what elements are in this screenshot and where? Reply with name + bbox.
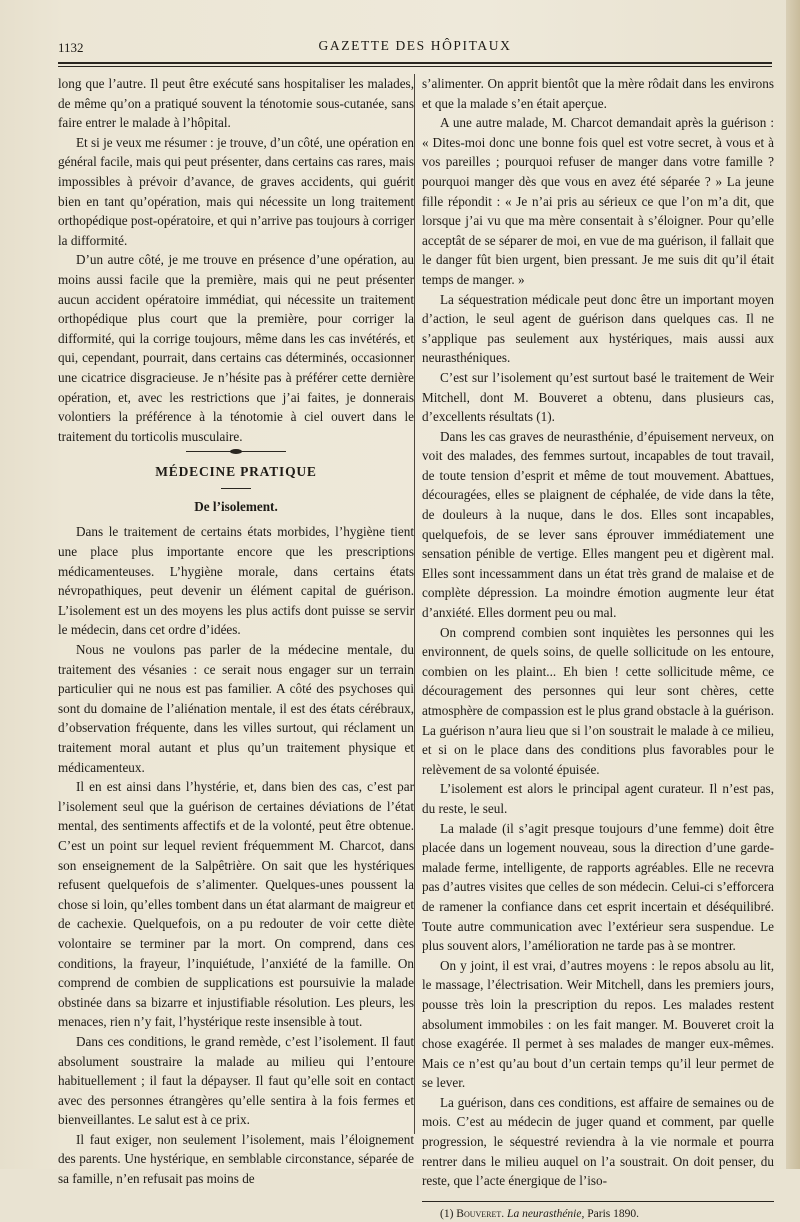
paragraph: A une autre malade, M. Charcot demandait après la guérison : « Dites-moi donc une bonne fois quel est votre secret, à vous et à vos pareilles ; pourquoi refuser de manger dans votre famille ? pourquoi manger dès que vous en avez été séparée ? » La jeune fille répondit : « Je n’ai pris au sérieux ce que l’on m’a dit, que lorsque j’ai vu que ma mère consentait à s’éloigner. Pour qu’elle acceptât de se séparer de moi, en vue de ma guérison, il fallait que le danger fût bien urgent, bien pressant. Je me suis dit qu’il était temps de manger. » — [422, 115, 774, 287]
paragraph: La guérison, dans ces conditions, est affaire de semaines ou de mois. C’est au médecin de juger quand et comment, par quelle progression, le séquestré reviendra à la vie normale et pourra rentrer dans le milieu auquel on l’a soustrait. On doit penser, du reste, que l’acte énergique de l’iso- — [422, 1094, 774, 1189]
page-number: 1132 — [58, 40, 84, 55]
paragraph: La séquestration médicale peut donc être un important moyen d’action, le seul agent de guérison dans quelques cas. Il ne s’applique pas seulement aux hystériques, mais aussi aux neurasthéniques. — [422, 291, 774, 366]
section-title: MÉDECINE PRATIQUE — [155, 464, 317, 480]
page-header — [58, 38, 772, 58]
title-rule — [221, 488, 251, 489]
footnote-rule — [422, 1201, 774, 1202]
paragraph: Il faut exiger, non seulement l’isolement, mais l’éloignement des parents. Une hystérique, en semblable circonstance, séparée de sa famille, n’en refusait pas moins de — [58, 1131, 414, 1187]
footnote-title: La neurasthénie, — [507, 1207, 585, 1220]
footnote — [422, 1206, 774, 1222]
paragraph: Dans ces conditions, le grand remède, c’est l’isolement. Il faut absolument soustraire la malade au milieu qui l’entoure habituellement ; il faut la dépayser. Il faut qu’elle soit en contact avec des personnes étrangères qu’elle sentira à la fois fermes et bienveillantes. Le salut est à ce prix. — [58, 1033, 414, 1128]
header-rule — [58, 62, 772, 64]
article-subtitle: De l’isolement. — [194, 498, 278, 514]
paragraph: D’un autre côté, je me trouve en présence d’une opération, au moins aussi facile que la première, mais qui ne peut présenter aucun accident opératoire immédiat, qui nécessite un traitement orthopédique plus court que la première, pour corriger la difformité, qui la corrige toujours, même dans les cas invétérés, et qui, cependant, pourrait, dans certains cas déterminés, occasionner une cicatrice disgracieuse. Je n’hésite pas à préférer cette dernière opération, et, avec les restrictions que j’ai faites, je donnerais volontiers la préférence à la ténotomie à ciel ouvert dans le traitement du torticolis musculaire. — [58, 252, 414, 444]
footnote-place: Paris 1890. — [587, 1207, 639, 1220]
footnote-author: Bouveret. — [456, 1207, 505, 1220]
paragraph: C’est sur l’isolement qu’est surtout basé le traitement de Weir Mitchell, dont M. Bouveret a obtenu, dans plusieurs cas, d’excellents résultats (1). — [422, 369, 774, 425]
paragraph: long que l’autre. Il peut être exécuté sans hospitaliser les malades, de même qu’on a pratiqué souvent la ténotomie sous-cutanée, sans faire entrer le malade à l’hôpital. — [58, 76, 414, 131]
section-separator — [186, 451, 286, 452]
column-divider — [414, 74, 415, 1134]
paragraph: On comprend combien sont inquiètes les personnes qui les environnent, de quels soins, de quelle sollicitude on les entoure, combien on les plaint... Eh bien ! cette sollicitude même, ce découragement des personnes qui leur sont chères, cette atmosphère de compassion est le plus grand obstacle à la guérison. La guérison n’aura lieu que si l’on soustrait le malade à ce milieu, et si on le place dans des conditions plus favorables pour le relèvement de sa volonté épuisée. — [422, 624, 774, 777]
paragraph: Dans le traitement de certains états morbides, l’hygiène tient une place plus importante encore que les prescriptions médicamenteuses. L’hygiène morale, dans certains états névropathiques, peut devenir un élément capital de guérison. L’isolement est un des moyens les plus actifs dont puisse se servir le médecin, dans cet ordre d’idées. — [58, 524, 414, 638]
header-rule-thin — [58, 66, 772, 67]
paragraph: On y joint, il est vrai, d’autres moyens : le repos absolu au lit, le massage, l’électrisation. Weir Mitchell, dans les premiers jours, pousse très loin la prescription du repos. Les malades restent absolument immobiles : on les fait manger. M. Bouveret croit la chose exagérée. Il permet à ses malades de manger eux-mêmes. Mais ce n’est qu’au bout d’un certain temps qu’il leur permet de se lever. — [422, 957, 774, 1091]
right-column — [422, 74, 774, 1222]
footnote-mark: (1) — [440, 1207, 454, 1220]
paragraph: La malade (il s’agit presque toujours d’une femme) doit être placée dans un logement nouveau, sous la direction d’une garde-malade ferme, intelligente, de rapports agréables. Elle ne recevra pas d’autres visites que celles de son médecin. Celui-ci s’efforcera de ramener la confiance dans cet esprit incertain et déséquilibré. Toute autre communication avec l’extérieur sera suspendue. Le plus souvent alors, l’amélioration ne tarde pas à se montrer. — [422, 820, 774, 954]
paragraph: Il en est ainsi dans l’hystérie, et, dans bien des cas, c’est par l’isolement seul que la guérison de certaines déviations de l’état mental, des sentiments affectifs et de la volonté, peut être obtenue. C’est un point sur lequel revient fréquemment M. Charcot, dans son enseignement de la Salpêtrière. On sait que les hystériques refusent quelquefois de s’alimenter. Quelques-unes poussent la chose si loin, qu’elles tombent dans un état alarmant de maigreur et de cachexie. Quelquefois, on a pu redouter de voir cette diète volontaire se terminer par la mort. On comprend, dans ces conditions, la frayeur, l’inquiétude, l’anxiété de la famille. On comprend de combien de supplications est poursuivie la malade obstinée dans sa bizarre et injustifiable résolution. Les pleurs, les menaces, rien n’y fait, l’hystérique reste insensible à tout. — [58, 779, 414, 1030]
paragraph: Et si je veux me résumer : je trouve, d’un côté, une opération en général facile, mais qui peut présenter, dans certains cas rares, mais impossibles à prévoir d’avance, de graves accidents, qui guérit bien en tant qu’opération, mais qui nécessite un long traitement orthopédique post-opératoire, et qui n’arrive pas toujours à corriger la difformité. — [58, 134, 415, 248]
left-column — [58, 74, 414, 1189]
paragraph: Nous ne voulons pas parler de la médecine mentale, du traitement des vésanies : ce serait nous engager sur un terrain particulier qui ne nous est pas familier. A côté des psychoses qui sont du domaine de l’aliénation mentale, il est des états cérébraux, d’observation fréquente, dans les villes surtout, qui réclament un traitement moral autant et plus qu’un traitement physique et médicamenteux. — [58, 642, 414, 775]
paragraph: Dans les cas graves de neurasthénie, d’épuisement nerveux, on voit des malades, des femmes surtout, incapables de tout travail, de toute tension d’esprit et même de tout mouvement. Abattues, découragées, elles se plaignent de céphalée, de vide dans la tête, de douleurs à la nuque, dans le dos. Elles sont incapables, quelquefois, de se lever sans éprouver immédiatement une sensation pénible de vertige. Elles mangent peu et digèrent mal. Elles sont incessamment dans un état très grand de malaise et de complète dépression. La moindre émotion augmente leur état d’anxiété. Elles dorment peu ou mal. — [422, 428, 774, 621]
page-edge-shadow — [786, 0, 800, 1169]
paragraph: s’alimenter. On apprit bientôt que la mère rôdait dans les environs et que la malade s’en était aperçue. — [422, 76, 774, 111]
paragraph: L’isolement est alors le principal agent curateur. Il n’est pas, du reste, le seul. — [422, 781, 774, 816]
running-title: GAZETTE DES HÔPITAUX — [318, 38, 512, 53]
